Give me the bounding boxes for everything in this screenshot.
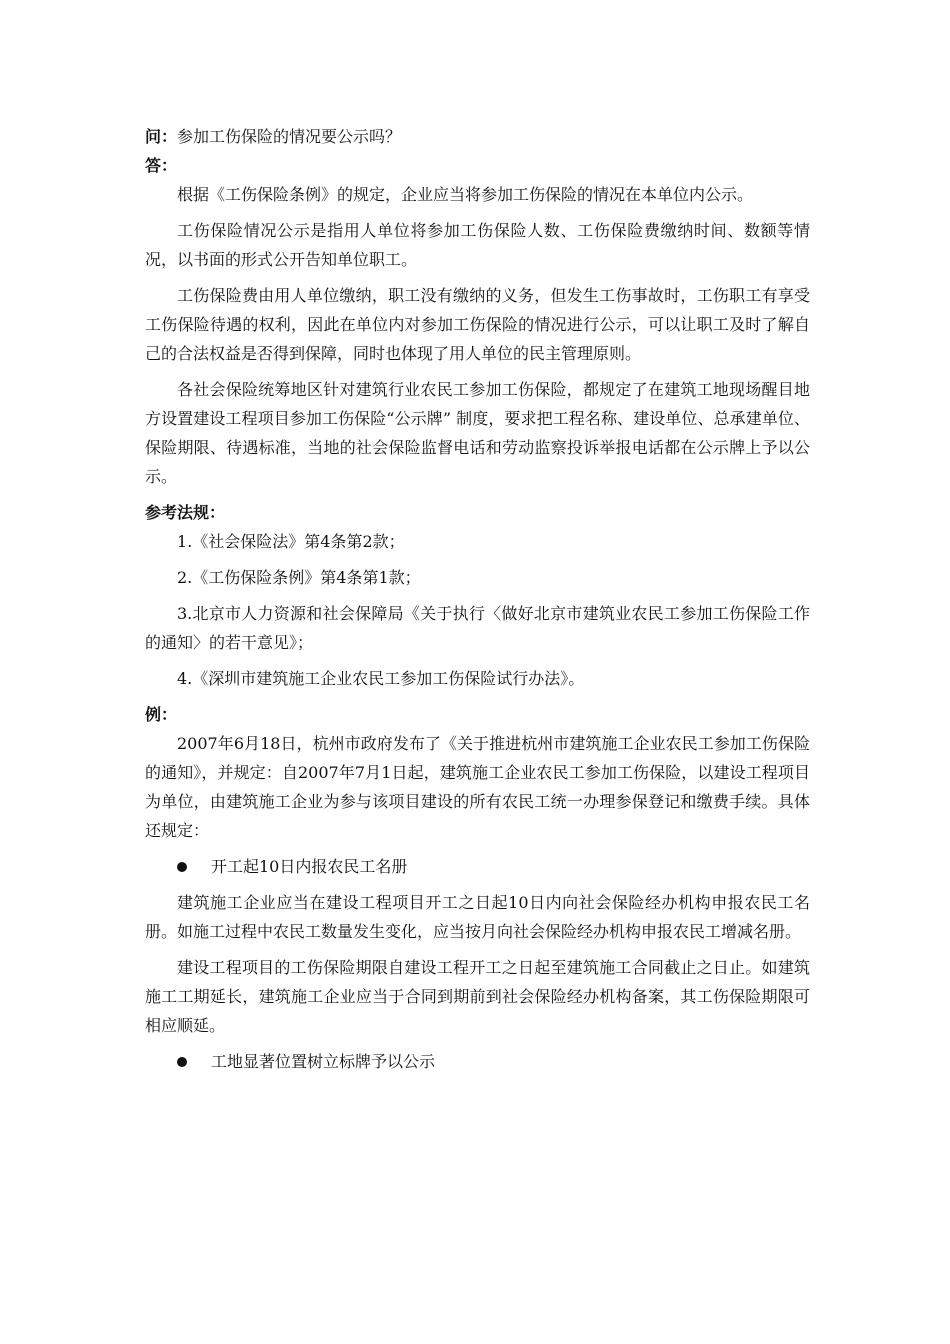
- example-paragraph-1: 建筑施工企业应当在建设工程项目开工之日起10日内向社会保险经办机构申报农民工名册。如施工过程中农民工数量发生变化，应当按月向社会保险经办机构申报农民工增减名册。: [145, 893, 810, 941]
- reference-item-2: 2.《工伤保险条例》第4条第1款；: [177, 568, 421, 587]
- example-intro: 2007年6月18日，杭州市政府发布了《关于推进杭州市建筑施工企业农民工参加工伤保险的通知》，并规定：自2007年7月1日起，建筑施工企业农民工参加工伤保险，以建设工程项目为单位，由建筑施工企业为参与该项目建设的所有农民工统一办理参保登记和缴费手续。具体还规定：: [145, 734, 810, 840]
- question-label: 问：: [145, 127, 178, 146]
- answer-paragraph-4: 各社会保险统筹地区针对建筑行业农民工参加工伤保险，都规定了在建筑工地现场醒目地方设置建设工程项目参加工伤保险“公示牌” 制度，要求把工程名称、建设单位、总承建单位、保险期限、待遇标准，当地的社会保险监督电话和劳动监察投诉举报电话都在公示牌上予以公示。: [145, 380, 810, 486]
- bullet-item-1: [145, 852, 810, 881]
- bullet-dot-icon: [177, 1057, 187, 1067]
- references-label: 参考法规：: [145, 503, 226, 522]
- reference-item-3: 3.北京市人力资源和社会保障局《关于执行〈做好北京市建筑业农民工参加工伤保险工作的通知〉的若干意见》；: [145, 604, 810, 652]
- question-line: [145, 122, 810, 151]
- answer-paragraph-2: 工伤保险情况公示是指用人单位将参加工伤保险人数、工伤保险费缴纳时间、数额等情况，以书面的形式公开告知单位职工。: [145, 221, 810, 269]
- bullet-text-1: 开工起10日内报农民工名册: [211, 857, 408, 876]
- answer-paragraph-1: 根据《工伤保险条例》的规定，企业应当将参加工伤保险的情况在本单位内公示。: [177, 185, 754, 204]
- document-page: [145, 122, 810, 1083]
- answer-paragraph-3: 工伤保险费由用人单位缴纳，职工没有缴纳的义务，但发生工伤事故时，工伤职工有享受工伤保险待遇的权利，因此在单位内对参加工伤保险的情况进行公示，可以让职工及时了解自己的合法权益是否得到保障，同时也体现了用人单位的民主管理原则。: [145, 286, 810, 363]
- bullet-dot-icon: [177, 862, 187, 872]
- example-paragraph-2: 建设工程项目的工伤保险期限自建设工程开工之日起至建筑施工合同截止之日止。如建筑施工工期延长，建筑施工企业应当于合同到期前到社会保险经办机构备案，其工伤保险期限可相应顺延。: [145, 958, 810, 1035]
- example-label: 例：: [145, 705, 178, 724]
- question-text: 参加工伤保险的情况要公示吗？: [177, 127, 402, 146]
- reference-item-4: 4.《深圳市建筑施工企业农民工参加工伤保险试行办法》。: [177, 669, 585, 688]
- answer-label: 答：: [145, 156, 178, 175]
- reference-item-1: 1.《社会保险法》第4条第2款；: [177, 532, 405, 551]
- bullet-item-2: [145, 1047, 810, 1076]
- bullet-text-2: 工地显著位置树立标牌予以公示: [211, 1052, 436, 1071]
